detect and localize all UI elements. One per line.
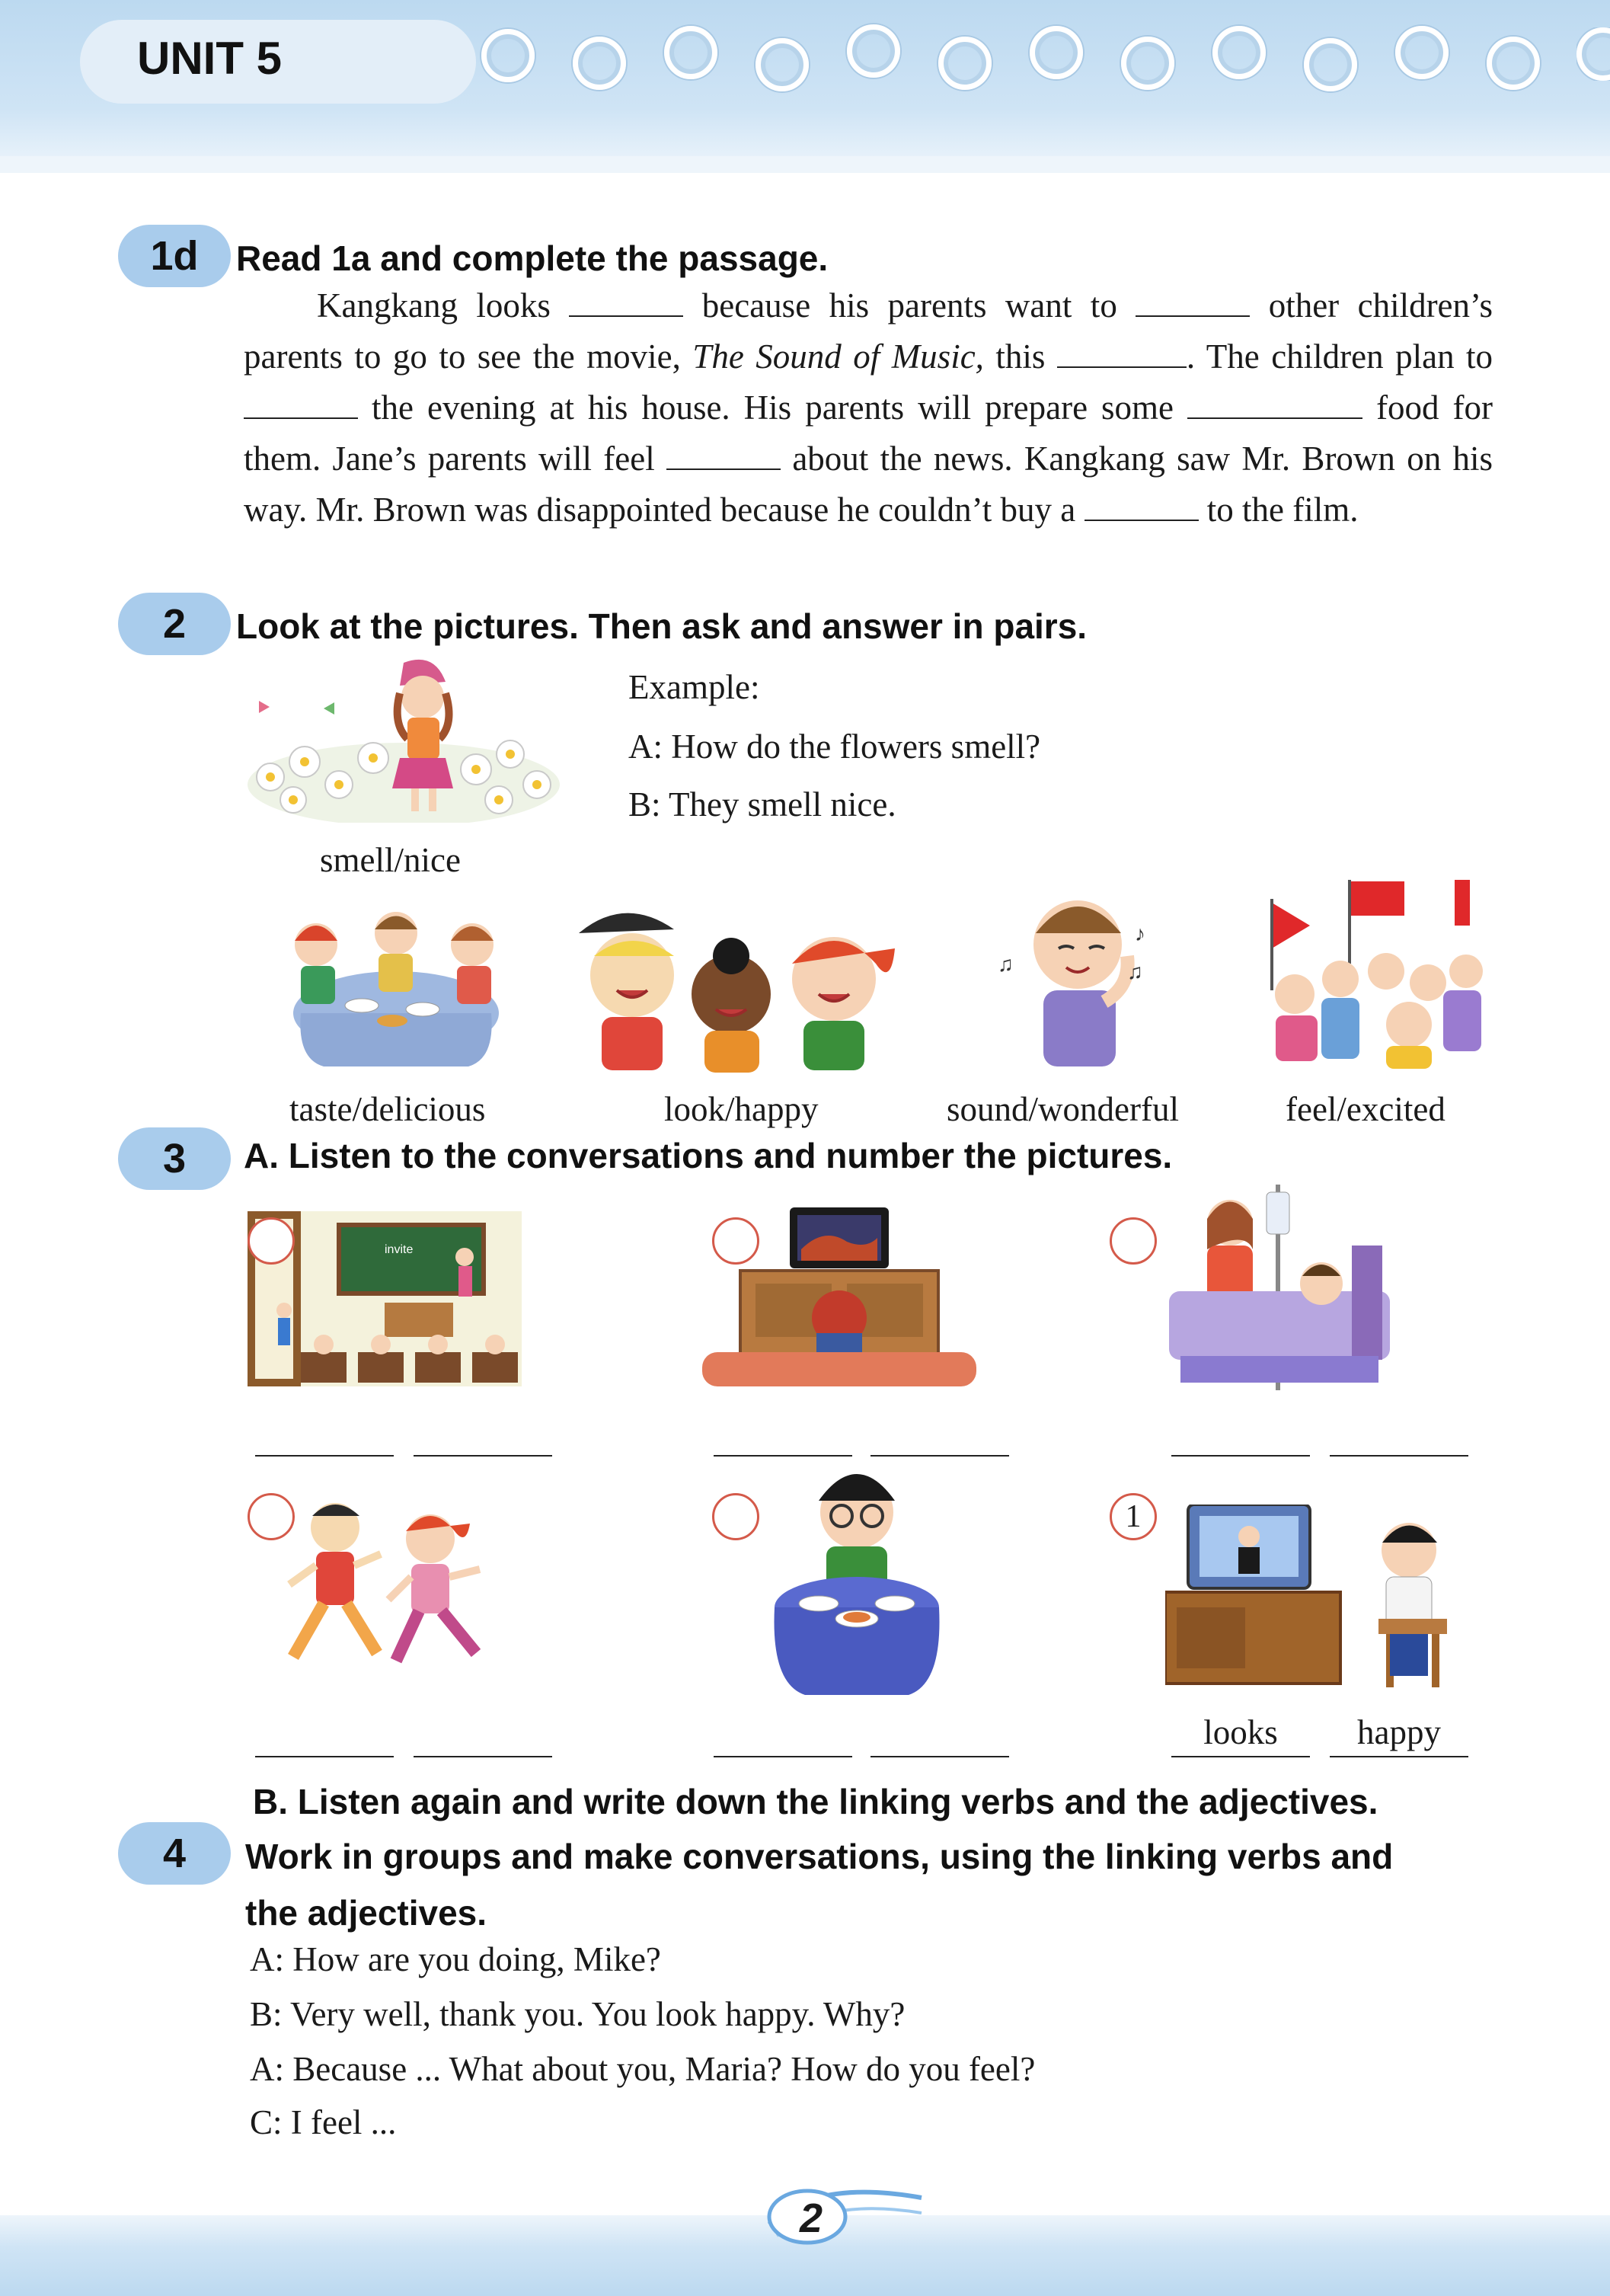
section-heading-2: Look at the pictures. Then ask and answer in pairs. (236, 606, 1088, 646)
answer-blank[interactable] (414, 1455, 552, 1457)
answer-blank[interactable] (255, 1455, 394, 1457)
number-circle[interactable] (712, 1493, 759, 1540)
decorative-ring (481, 29, 535, 82)
decorative-ring (1487, 37, 1540, 90)
answer-blank[interactable] (1330, 1756, 1468, 1757)
answer-blank[interactable] (1330, 1455, 1468, 1457)
decorative-ring (938, 37, 992, 90)
answer-blank[interactable] (870, 1455, 1009, 1457)
dialog-line: A: Because ... What about you, Maria? How do you feel? (250, 2050, 1036, 2088)
answer-blank[interactable] (714, 1756, 852, 1757)
boy-eating-illustration (769, 1466, 944, 1699)
number-circle[interactable] (248, 1217, 295, 1265)
header-divider (0, 156, 1610, 173)
board-text: invite (385, 1243, 414, 1256)
example-caption: smell/nice (320, 841, 461, 879)
answer-blank[interactable] (1171, 1455, 1310, 1457)
decorative-ring-partial (1576, 27, 1610, 81)
section-badge-4: 4 (118, 1822, 231, 1885)
passage-blank[interactable] (569, 285, 683, 317)
decorative-ring (1121, 37, 1174, 90)
girl-with-flowers-illustration (248, 655, 560, 823)
passage-blank[interactable] (1085, 489, 1199, 521)
dialog-line: A: How are you doing, Mike? (250, 1940, 661, 1978)
section-heading-1d: Read 1a and complete the passage. (236, 238, 829, 278)
boy-listening-music-illustration (990, 887, 1173, 1070)
svg-text:♫: ♫ (998, 953, 1014, 977)
section-heading-3a: A. Listen to the conversations and number the pictures. (244, 1136, 1173, 1175)
answer-word-looks: looks (1203, 1713, 1278, 1751)
answer-blank[interactable] (1171, 1756, 1310, 1757)
sick-child-hospital-illustration (1169, 1185, 1390, 1390)
caption-feel-excited: feel/excited (1286, 1090, 1445, 1128)
number-circle-filled[interactable]: 1 (1110, 1493, 1157, 1540)
example-line-b: B: They smell nice. (628, 785, 896, 823)
decorative-ring (1212, 26, 1266, 79)
decorative-ring (1304, 38, 1357, 91)
section-heading-4-line1: Work in groups and make conversations, using the linking verbs and (245, 1837, 1394, 1876)
three-children-happy-illustration (571, 903, 906, 1074)
section-heading-4-line2: the adjectives. (245, 1893, 487, 1933)
family-dinner-illustration (270, 899, 514, 1074)
dialog-line: B: Very well, thank you. You look happy. Why? (250, 1995, 906, 2033)
passage-blank[interactable] (1187, 387, 1362, 419)
passage-blank[interactable] (666, 438, 781, 470)
decorative-ring (1395, 26, 1449, 79)
answer-blank[interactable] (255, 1756, 394, 1757)
decorative-ring (664, 26, 717, 79)
svg-text:♪: ♪ (1135, 923, 1145, 946)
number-circle[interactable] (1110, 1217, 1157, 1265)
example-line-a: A: How do the flowers smell? (628, 727, 1041, 766)
boy-watching-tv-illustration (1165, 1505, 1455, 1695)
dialog-line: C: I feel ... (250, 2103, 397, 2141)
answer-word-happy: happy (1357, 1713, 1441, 1751)
answer-blank[interactable] (870, 1756, 1009, 1757)
decorative-ring (573, 37, 626, 90)
caption-taste-delicious: taste/delicious (289, 1090, 486, 1128)
passage-blank[interactable] (244, 387, 358, 419)
caption-look-happy: look/happy (664, 1090, 819, 1128)
answer-blank[interactable] (714, 1455, 852, 1457)
section-badge-2: 2 (118, 593, 231, 655)
passage-1d: Kangkang looks because his parents want to other children’s parents to go to see the movie, The Sound of Music, this . The children plan to the evening at his house. His parents will prepare some food for them. Jane’s parents will feel about the news. Kangkang saw Mr. Brown on his way. Mr. Brown was disappointed because he couldn’t buy a to the film. (244, 286, 1493, 529)
section-heading-3b: B. Listen again and write down the linking verbs and the adjectives. (253, 1782, 1378, 1821)
children-running-illustration (278, 1497, 506, 1680)
section-badge-3: 3 (118, 1127, 231, 1190)
crowd-cheering-illustration (1234, 880, 1508, 1070)
answer-blank[interactable] (414, 1756, 552, 1757)
decorative-ring (847, 24, 900, 78)
passage-blank[interactable] (1136, 285, 1250, 317)
example-label: Example: (628, 668, 760, 706)
decorative-ring (755, 38, 809, 91)
number-circle[interactable] (712, 1217, 759, 1265)
unit-title: UNIT 5 (137, 33, 283, 84)
decorative-ring (1030, 26, 1083, 79)
caption-sound-wonderful: sound/wonderful (947, 1090, 1179, 1128)
page-number: 2 (799, 2195, 823, 2241)
section-badge-1d: 1d (118, 225, 231, 287)
passage-blank[interactable] (1057, 336, 1187, 368)
svg-text:♫: ♫ (1127, 961, 1143, 984)
number-circle[interactable] (248, 1493, 295, 1540)
